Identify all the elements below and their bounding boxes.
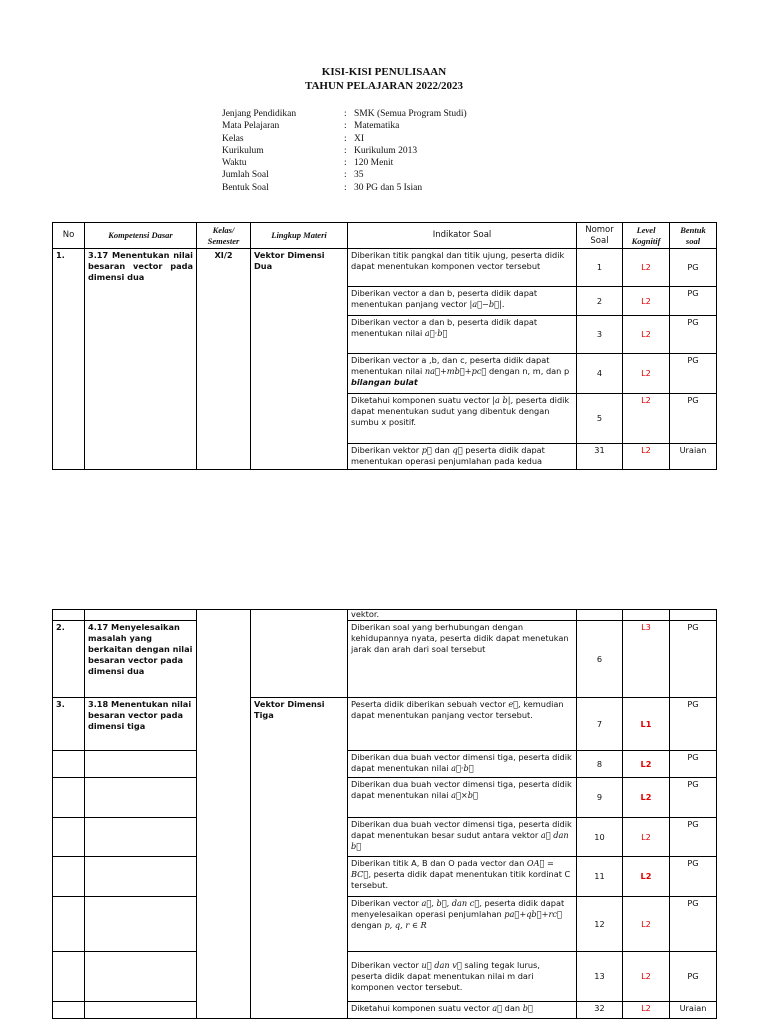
meta-row: Jenjang Pendidikan : SMK (Semua Program Studi) — [222, 109, 467, 119]
col-header-indikator: Indikator Soal — [348, 223, 577, 249]
bentuk-soal: PG — [670, 394, 717, 444]
level-kognitif: L1 — [623, 698, 670, 751]
nomor-soal: 3 — [577, 316, 623, 354]
level-kognitif: L2 — [623, 952, 670, 1002]
meta-key: Jenjang Pendidikan — [222, 109, 297, 119]
nomor-soal: 2 — [577, 287, 623, 316]
level-kognitif: L2 — [623, 394, 670, 444]
meta-value: 120 Menit — [354, 158, 394, 169]
bentuk-soal: PG — [670, 778, 717, 818]
kelas-semester: XI/2 — [197, 249, 251, 470]
row-number — [53, 818, 85, 857]
col-header-kelas: Kelas/ Semester — [197, 223, 251, 249]
table-row — [53, 610, 717, 621]
nomor-soal: 13 — [577, 952, 623, 1002]
kompetensi-dasar — [85, 1002, 197, 1019]
lingkup-materi: Vektor Dimensi Dua — [251, 249, 348, 470]
col-header-nomor: Nomor Soal — [577, 223, 623, 249]
bentuk-soal: PG — [670, 751, 717, 778]
kompetensi-dasar — [85, 897, 197, 952]
nomor-soal: 5 — [577, 394, 623, 444]
nomor-soal: 4 — [577, 354, 623, 394]
meta-value: Matematika — [354, 121, 400, 132]
level-kognitif: L2 — [623, 249, 670, 287]
indikator-soal: Diberikan vector a⃗, b⃗, dan c⃗, peserta didik dapat menyelesaikan operasi penjumlahan pa⃗+qb⃗+rc⃗ dengan p, q, r ∈ R — [348, 897, 577, 952]
bentuk-soal — [670, 610, 717, 621]
table-header-row — [53, 223, 717, 249]
indikator-soal: Diberikan dua buah vector dimensi tiga, peserta didik dapat menentukan besar sudut antara vektor a⃗ dan b⃗ — [348, 818, 577, 857]
kompetensi-dasar — [85, 818, 197, 857]
nomor-soal: 6 — [577, 621, 623, 698]
table-row — [53, 818, 717, 857]
bentuk-soal: PG — [670, 952, 717, 1002]
row-number — [53, 1002, 85, 1019]
row-number — [53, 857, 85, 897]
indikator-soal: Peserta didik diberikan sebuah vector e⃗, kemudian dapat menentukan panjang vector tersebut. — [348, 698, 577, 751]
meta-row: Waktu : 120 Menit — [222, 158, 394, 169]
col-header-kd: Kompetensi Dasar — [85, 223, 197, 249]
indikator-soal: Diberikan titik A, B dan O pada vector dan OA⃗ = BC⃗, peserta didik dapat menentukan titik kordinat C tersebut. — [348, 857, 577, 897]
table-row — [53, 1002, 717, 1019]
nomor-soal — [577, 610, 623, 621]
indikator-soal: Diberikan titik pangkal dan titik ujung, peserta didik dapat menentukan komponen vector tersebut — [348, 249, 577, 287]
indikator-soal: Diberikan soal yang berhubungan dengan kehidupannya nyata, peserta didik dapat menetukan jarak dan arah dari soal tersebut — [348, 621, 577, 698]
meta-row: Jumlah Soal : 35 — [222, 170, 364, 181]
nomor-soal: 31 — [577, 444, 623, 470]
table-row — [53, 778, 717, 818]
level-kognitif: L2 — [623, 1002, 670, 1019]
bentuk-soal: PG — [670, 818, 717, 857]
kompetensi-dasar: 3.18 Menentukan nilai besaran vector pada dimensi tiga — [85, 698, 197, 751]
nomor-soal: 11 — [577, 857, 623, 897]
bentuk-soal: PG — [670, 287, 717, 316]
kisi-table-page1 — [52, 222, 717, 470]
nomor-soal: 12 — [577, 897, 623, 952]
meta-key: Jumlah Soal — [222, 170, 269, 181]
document-subtitle: TAHUN PELAJARAN 2022/2023 — [304, 80, 464, 92]
level-kognitif: L2 — [623, 778, 670, 818]
meta-value: 35 — [354, 170, 364, 181]
indikator-soal: vektor. — [348, 610, 577, 621]
lingkup-materi — [251, 610, 348, 698]
col-header-level: Level Kognitif — [623, 223, 670, 249]
table-row — [53, 857, 717, 897]
bentuk-soal: PG — [670, 316, 717, 354]
meta-key: Mata Pelajaran — [222, 121, 280, 132]
table-row — [53, 698, 717, 751]
meta-value: Kurikulum 2013 — [354, 145, 418, 156]
nomor-soal: 10 — [577, 818, 623, 857]
bentuk-soal: PG — [670, 897, 717, 952]
row-number — [53, 610, 85, 621]
bentuk-soal: Uraian — [670, 1002, 717, 1019]
kelas-semester — [197, 610, 251, 1019]
level-kognitif: L2 — [623, 316, 670, 354]
bentuk-soal: PG — [670, 698, 717, 751]
indikator-soal: Diketahui komponen suatu vector a⃗ dan b⃗ — [348, 1002, 577, 1019]
kompetensi-dasar — [85, 857, 197, 897]
bentuk-soal: PG — [670, 354, 717, 394]
table-row — [53, 952, 717, 1002]
table-row — [53, 249, 717, 287]
meta-row: Kurikulum : Kurikulum 2013 — [222, 145, 418, 156]
level-kognitif — [623, 610, 670, 621]
table-row — [53, 621, 717, 698]
indikator-soal: Diketahui komponen suatu vector |a b|, peserta didik dapat menentukan sudut yang dibentuk dengan sumbu x positif. — [348, 394, 577, 444]
meta-key: Bentuk Soal — [222, 182, 269, 193]
level-kognitif: L2 — [623, 444, 670, 470]
kisi-table-page2 — [52, 609, 717, 1019]
meta-value: XI — [354, 133, 365, 144]
indikator-soal: Diberikan vector a ,b, dan c, peserta didik dapat menentukan nilai na⃗+mb⃗+pc⃗ dengan n, m, dan p bilangan bulat — [348, 354, 577, 394]
row-number — [53, 897, 85, 952]
meta-value: SMK (Semua Program Studi) — [354, 109, 467, 119]
col-header-materi: Lingkup Materi — [251, 223, 348, 249]
level-kognitif: L2 — [623, 354, 670, 394]
document-title: KISI-KISI PENULISAAN — [321, 66, 447, 78]
kompetensi-dasar — [85, 751, 197, 778]
meta-key: Waktu — [222, 158, 247, 169]
col-header-bentuk: Bentuk soal — [670, 223, 717, 249]
bentuk-soal: PG — [670, 249, 717, 287]
indikator-soal: Diberikan vector a dan b, peserta didik dapat menentukan nilai a⃗·b⃗ — [348, 316, 577, 354]
bentuk-soal: PG — [670, 621, 717, 698]
kompetensi-dasar — [85, 610, 197, 621]
meta-row: Mata Pelajaran : Matematika — [222, 121, 400, 132]
row-number — [53, 952, 85, 1002]
lingkup-materi: Vektor Dimensi Tiga — [251, 698, 348, 1019]
row-number — [53, 751, 85, 778]
table-row — [53, 751, 717, 778]
meta-block — [222, 108, 467, 194]
indikator-soal: Diberikan dua buah vector dimensi tiga, peserta didik dapat menentukan nilai a⃗·b⃗ — [348, 751, 577, 778]
meta-row: Bentuk Soal : 30 PG dan 5 Isian — [222, 182, 423, 193]
kompetensi-dasar — [85, 778, 197, 818]
meta-key: Kelas — [222, 133, 244, 144]
bentuk-soal: PG — [670, 857, 717, 897]
nomor-soal: 1 — [577, 249, 623, 287]
indikator-soal: Diberikan vector u⃗ dan v⃗ saling tegak lurus, peserta didik dapat menentukan nilai m dari komponen vector tersebut. — [348, 952, 577, 1002]
col-header-no: No — [53, 223, 85, 249]
table-row — [53, 897, 717, 952]
row-number: 3. — [53, 698, 85, 751]
nomor-soal: 9 — [577, 778, 623, 818]
indikator-soal: Diberikan vektor p⃗ dan q⃗ peserta didik dapat menentukan operasi penjumlahan pada kedua — [348, 444, 577, 470]
level-kognitif: L2 — [623, 818, 670, 857]
nomor-soal: 7 — [577, 698, 623, 751]
row-number: 2. — [53, 621, 85, 698]
row-number: 1. — [53, 249, 85, 470]
level-kognitif: L2 — [623, 857, 670, 897]
nomor-soal: 32 — [577, 1002, 623, 1019]
meta-value: 30 PG dan 5 Isian — [354, 182, 423, 193]
kompetensi-dasar: 4.17 Menyelesaikan masalah yang berkaitan dengan nilai besaran vector pada dimensi dua — [85, 621, 197, 698]
kompetensi-dasar — [85, 952, 197, 1002]
row-number — [53, 778, 85, 818]
bentuk-soal: Uraian — [670, 444, 717, 470]
indikator-soal: Diberikan vector a dan b, peserta didik dapat menentukan panjang vector |a⃗−b⃗|. — [348, 287, 577, 316]
kompetensi-dasar: 3.17 Menentukan nilai besaran vector pada dimensi dua — [85, 249, 197, 470]
nomor-soal: 8 — [577, 751, 623, 778]
level-kognitif: L3 — [623, 621, 670, 698]
level-kognitif: L2 — [623, 897, 670, 952]
meta-key: Kurikulum — [222, 145, 264, 156]
level-kognitif: L2 — [623, 751, 670, 778]
meta-row: Kelas : XI — [222, 133, 365, 144]
indikator-soal: Diberikan dua buah vector dimensi tiga, peserta didik dapat menentukan nilai a⃗×b⃗ — [348, 778, 577, 818]
level-kognitif: L2 — [623, 287, 670, 316]
